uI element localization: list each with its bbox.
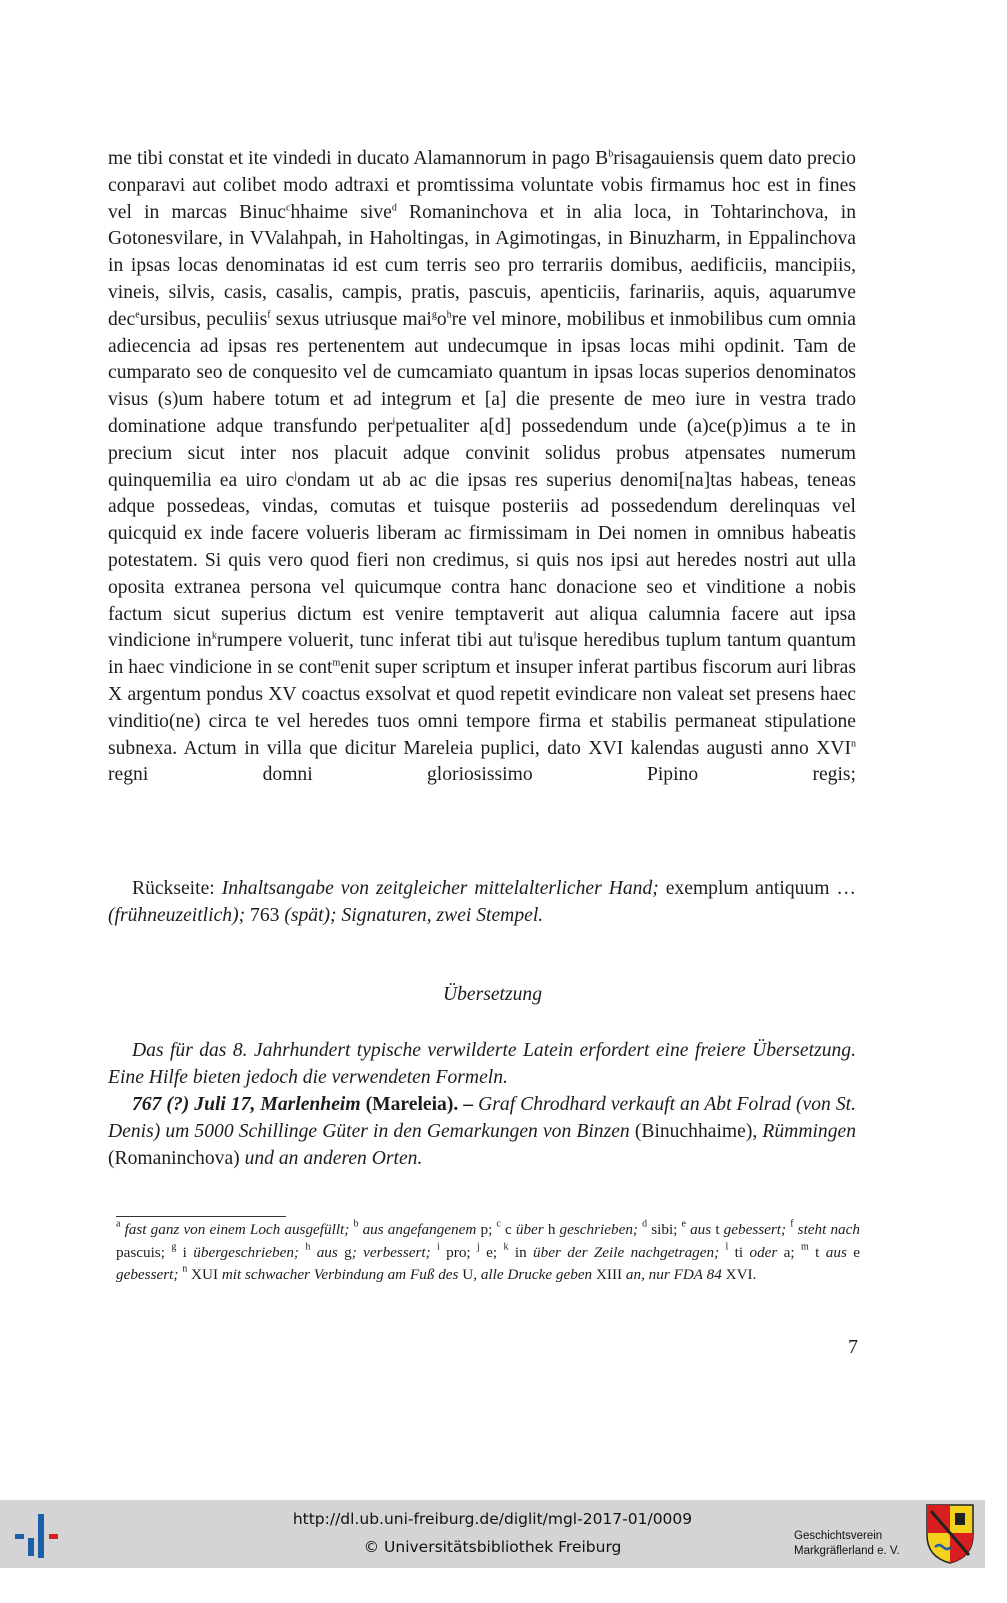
text-run: p — [480, 1221, 489, 1238]
text-run: rumpere voluerit, tunc inferat tibi aut tu — [216, 630, 534, 652]
text-run: hhaime sive — [290, 201, 392, 223]
society-name-line1: Geschichtsverein — [794, 1530, 883, 1542]
footnote-marker: e — [681, 1218, 686, 1230]
copyright-notice: © Universitätsbibliothek Freiburg — [363, 1538, 622, 1556]
text-run: aus — [825, 1243, 854, 1261]
footnote-marker: c — [286, 202, 291, 214]
regest-summary — [108, 1092, 856, 1172]
footnote-marker: i — [437, 1241, 440, 1252]
text-run: regni domni gloriosissimo Pipino regis; — [108, 764, 856, 786]
text-run: g — [344, 1243, 352, 1261]
footnote-marker: l — [533, 630, 537, 642]
text-run: i — [176, 1243, 194, 1261]
text-run: fast ganz von einem Loch ausgefüllt; — [120, 1221, 354, 1238]
footnote-marker: j — [294, 470, 298, 482]
text-run: 763 — [250, 904, 280, 926]
text-run: risagauiensis quem dato precio conparavi aut colibet modo adtraxi et promtissima voluntate vobis firmamus hoc est in fines vel in marcas Binuc — [108, 148, 856, 223]
footnote-marker: c — [496, 1218, 501, 1230]
text-run: ; — [160, 1243, 172, 1261]
text-run: . — [752, 1266, 757, 1283]
text-run: sexus utriusque mai — [270, 308, 432, 330]
footnote-marker: b — [353, 1218, 359, 1230]
footnote-marker: k — [503, 1241, 509, 1252]
text-run: aus — [685, 1221, 716, 1238]
text-run: ; — [492, 1243, 504, 1261]
text-run: (Romaninchova) — [108, 1147, 240, 1169]
text-run: U — [462, 1266, 474, 1283]
text-run: und an anderen Orten. — [239, 1147, 423, 1169]
text-run: pascuis — [116, 1243, 161, 1261]
text-run: oder — [749, 1243, 784, 1261]
footnote-marker: a — [116, 1218, 121, 1230]
text-run: e — [853, 1243, 860, 1261]
text-run: über — [515, 1221, 548, 1238]
footnote-marker: d — [391, 202, 397, 214]
translation-intro: Das für das 8. Jahrhundert typische verwilderte Latein erfordert eine freiere Übersetzung. Eine Hilfe bieten jedoch die verwendeten Formeln. — [108, 1040, 856, 1088]
footnote-marker: h — [446, 309, 452, 321]
text-run: , Rümmingen — [752, 1120, 856, 1142]
footnote-marker: d — [642, 1218, 648, 1230]
footnote-divider — [116, 1216, 286, 1217]
text-run: übergeschrieben; — [193, 1243, 306, 1261]
text-run: t — [715, 1221, 720, 1238]
charter-date: 767 (?) Juli 17, Marlenheim — [132, 1094, 361, 1115]
footnote-marker: b — [608, 148, 614, 160]
text-run: ; verbessert; — [351, 1243, 438, 1261]
footnote-marker: f — [267, 309, 271, 321]
text-run: c — [500, 1221, 516, 1238]
text-run: ; — [790, 1243, 802, 1261]
text-run: me tibi constat et ite vindedi in ducato Alamannorum in pago B — [108, 148, 609, 169]
text-run: h — [547, 1221, 556, 1238]
text-run: isque heredibus tuplum tantum quantum in haec vindicione in se cont — [108, 630, 856, 679]
text-run: Inhaltsangabe von zeitgleicher mittelalterlicher Hand; — [221, 878, 659, 899]
footnote-marker: m — [801, 1241, 809, 1252]
text-run: ursibus, peculiis — [139, 308, 268, 330]
section-heading: Übersetzung — [442, 984, 543, 1005]
text-run: in — [508, 1243, 534, 1261]
text-run: gebessert; — [719, 1221, 791, 1238]
coat-of-arms-icon[interactable] — [925, 1503, 975, 1565]
text-run: (Binuchhaime) — [634, 1120, 753, 1142]
footnote-marker: g — [171, 1241, 177, 1252]
text-run: (frühneuzeitlich); — [108, 904, 251, 926]
text-run: Romaninchova et in alia loca, in Tohtarinchova, in Gotonesvilare, in VValahpah, in Haholtingas, in Agimotingas, in Binuzharm, in Eppalinchova in ipsas locas denominatas id est cum terris seo pro terrariis domibus, aedificiis, mancipiis, vineis, silvis, casis, casalis, campis, pratis, pascuis, apenticiis, farinariis, aquis, aquarumve dec — [108, 201, 856, 330]
text-run: ; — [488, 1221, 497, 1238]
text-run: gebessert; — [116, 1266, 183, 1283]
footnote-marker: i — [392, 416, 396, 428]
crest-charge — [955, 1513, 965, 1525]
text-run: ti — [728, 1243, 750, 1261]
text-run: steht nach — [793, 1221, 860, 1238]
text-run: XUI — [187, 1266, 222, 1283]
footnote-marker: k — [211, 630, 217, 642]
text-run: re vel minore, mobilibus et inmobilibus cum omnia adiecencia ad ipsas res pertenentem aut undecumque in ipsas locas mihi opdinit. Tam de cumparato seo de conquesito vel de cumcamiato quantum in ipsas locas superios denominatos visus (s)um habere totum et ad integrum et [a] die presente de meo iure in vestra trado dominatione adque transfundo per — [108, 308, 856, 437]
text-run: geschrieben; — [555, 1221, 643, 1238]
society-name-line2: Markgräflerland e. V. — [794, 1545, 900, 1557]
page-number: 7 — [848, 1336, 858, 1358]
footnote-marker: h — [305, 1241, 311, 1252]
footnote-marker: l — [725, 1241, 729, 1252]
text-run: (Mareleia). – — [360, 1094, 479, 1115]
footnote-marker: e — [135, 309, 140, 321]
text-run: Rückseite: — [132, 878, 222, 899]
footnotes — [116, 1219, 860, 1287]
text-run: XVI — [725, 1266, 753, 1283]
document-url-link[interactable]: http://dl.ub.uni-freiburg.de/diglit/mgl-2017-01/0009 — [292, 1510, 693, 1528]
text-run: aus — [310, 1243, 345, 1261]
text-run: pro — [439, 1243, 467, 1261]
text-run: an, nur FDA 84 — [622, 1266, 726, 1283]
text-run: exemplum antiquum … — [658, 878, 857, 899]
footnote-marker: n — [182, 1263, 188, 1275]
footnote-marker: j — [477, 1241, 480, 1252]
text-run: o — [436, 308, 447, 330]
footnote-marker: g — [431, 309, 437, 321]
text-run: Graf Chrodhard verkauft an Abt Folrad (von St. Denis) um 5000 Schillinge Güter in den Gemarkungen von Binzen — [108, 1094, 856, 1142]
footer-bar — [0, 1500, 985, 1568]
text-run: sibi — [647, 1221, 674, 1238]
latin-charter-text — [108, 146, 856, 789]
text-run: ; — [673, 1221, 682, 1238]
text-run: aus angefangenem — [358, 1221, 481, 1238]
text-run: a — [783, 1243, 791, 1261]
text-run: enit super scriptum et insuper inferat partibus fiscorum auri libras X argentum pondus XV coactus exsolvat et quod repetit evindicare non valeat set presens haec vinditio(ne) circa te vel heredes tuos omni tempore firma et stabilis permaneat stipulatione subnexa. Actum in villa que dicitur Mareleia puplici, dato XVI kalendas augusti anno XVI — [108, 657, 856, 759]
footnote-marker: f — [790, 1218, 794, 1230]
footnote-marker: n — [851, 738, 856, 750]
text-run: (spät); Signaturen, zwei Stempel. — [279, 904, 544, 926]
text-run: ; — [466, 1243, 478, 1261]
text-run: , alle Drucke geben — [473, 1266, 596, 1283]
text-run: ondam ut ab ac die ipsas res superius denomi[na]tas habeas, teneas adque possedeas, vindas, comutas et tuisque posteriis ad possedendum derelinquas vel quicquid ex inde facere volueris liberam ac firmissimam in Dei nomen in omnibus habeatis potestatem. Si quis vero quod fieri non credimus, si quis nos ipsi aut heredes nostri aut ulla oposita extranea persona vel quicumque contra hanc donacione seo et vinditione a nobis factum sicut superius dictum est venire temptaverit aut aliqua calumnia facere aut ipsa vindicione in — [108, 469, 856, 652]
verso-note — [108, 876, 856, 930]
text-run: t — [808, 1243, 826, 1261]
text-run: über der Zeile nachgetragen; — [533, 1243, 726, 1261]
footnote-marker: m — [332, 657, 341, 669]
text-run: mit schwacher Verbindung am Fuß des — [221, 1266, 463, 1283]
text-run: XIII — [595, 1266, 623, 1283]
text-run: e — [479, 1243, 493, 1261]
text-run: petualiter a[d] possedendum unde (a)ce(p)imus a te in precium sicut inter nos placuit adque convinit solidus probus atpensates numerum quinquemilia ea uiro c — [108, 415, 856, 491]
